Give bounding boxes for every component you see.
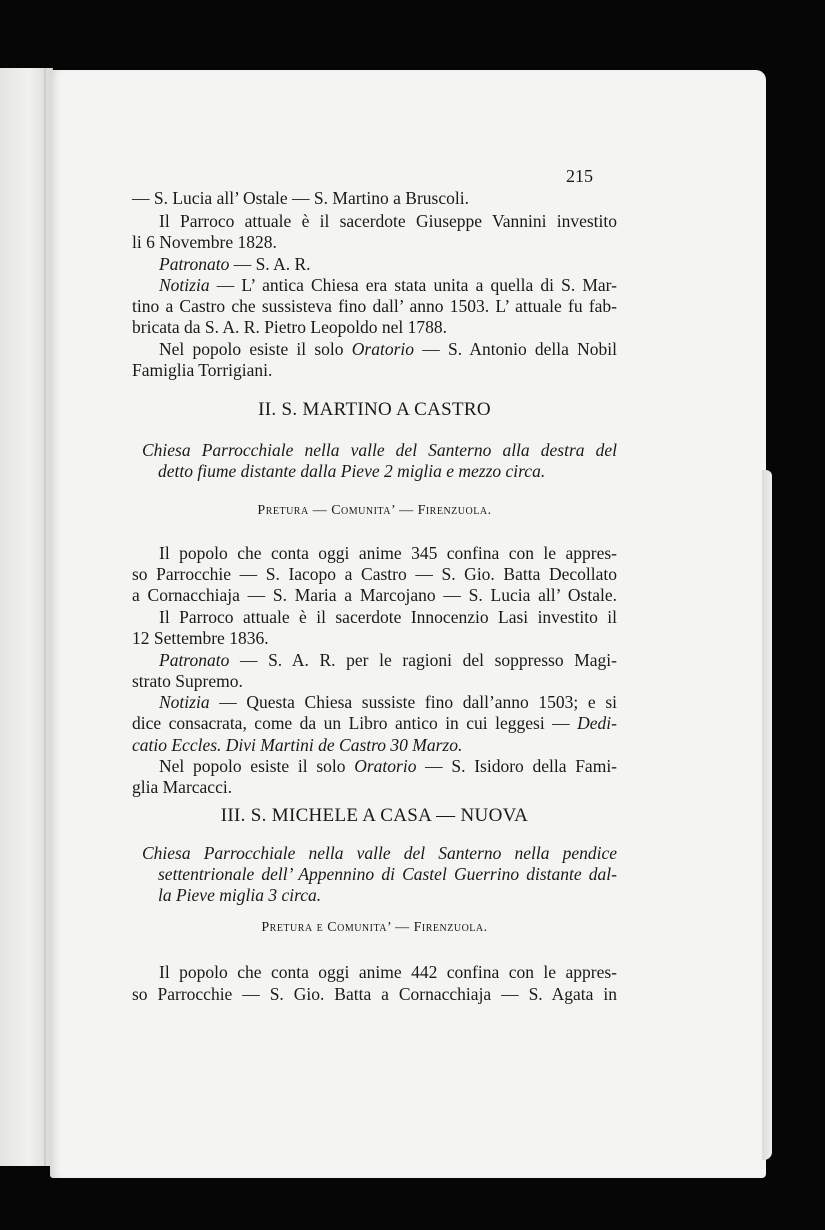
text-line: Il Parroco attuale è il sacerdote Innocenzio Lasi investito il [159,607,617,627]
description-line: la Pieve miglia 3 circa. [158,885,322,905]
jurisdiction-line: Pretura e Comunita’ — Firenzuola. [261,920,488,935]
text-line: so Parrocchie — S. Gio. Batta a Cornacchiaja — S. Agata in [132,984,617,1004]
text-fragment: — S. A. R. per le ragioni del soppresso Magi- [229,650,617,670]
text-line: Il popolo che conta oggi anime 345 confina con le appres- [159,543,617,563]
page-number: 215 [566,166,593,186]
text-line: strato Supremo. [132,671,243,691]
page-right-edge [762,470,772,1160]
section-heading: II. S. MARTINO A CASTRO [258,399,491,420]
label-notizia: Notizia [159,692,210,712]
text-fragment: — S. Isidoro della Fami- [416,756,618,776]
text-patronato-value: — S. A. R. [229,254,311,274]
label-oratorio: Oratorio [354,756,417,776]
text-line [159,339,617,360]
text-fragment: — Questa Chiesa sussiste fino dall’anno 1503; e si [209,692,617,712]
text-line: glia Marcacci. [132,777,233,797]
left-page-edge [0,68,53,1166]
left-page-fold [44,68,46,1166]
description-line: Chiesa Parrocchiale nella valle del Santerno nella pendice [142,843,617,863]
text-line: so Parrocchie — S. Iacopo a Castro — S. Gio. Batta Decollato [132,564,617,584]
jurisdiction-line: Pretura — Comunita’ — Firenzuola. [257,503,492,518]
text-line [159,692,617,713]
text-line: a Cornacchiaja — S. Maria a Marcojano — S. Lucia all’ Ostale. [132,585,617,605]
text-line [132,713,617,734]
description-line: Chiesa Parrocchiale nella valle del Santerno alla destra del [142,440,617,460]
text-fragment: Nel popolo esiste il solo [159,756,355,776]
description-line: detto fiume distante dalla Pieve 2 miglia e mezzo circa. [158,461,546,481]
text-line [159,650,617,671]
text-line [159,275,617,296]
text-line: tino a Castro che sussisteva fino dall’ anno 1503. L’ attuale fu fab- [132,296,617,316]
text-fragment: dice consacrata, come da un Libro antico in cui leggesi — [132,713,578,733]
text-fragment: Nel popolo esiste il solo [159,339,352,359]
text-line: — S. Lucia all’ Ostale — S. Martino a Bruscoli. [132,188,469,208]
label-patronato: Patronato [159,254,230,274]
label-notizia: Notizia [159,275,210,295]
label-patronato: Patronato [159,650,230,670]
section-heading: III. S. MICHELE A CASA — NUOVA [220,805,529,826]
text-fragment: — S. Antonio della Nobil [414,339,618,359]
label-oratorio: Oratorio [351,339,415,359]
text-line: li 6 Novembre 1828. [132,232,277,252]
text-line: Il popolo che conta oggi anime 442 confina con le appres- [159,962,617,982]
text-quote: Dedi- [577,713,617,733]
text-line: 12 Settembre 1836. [132,628,269,648]
text-line [159,756,617,777]
text-line: Il Parroco attuale è il sacerdote Giuseppe Vannini investito [159,211,617,231]
text-notizia-value: — L’ antica Chiesa era stata unita a quella di S. Mar- [209,275,617,295]
text-line: Famiglia Torrigiani. [132,360,273,380]
text-line: catio Eccles. Divi Martini de Castro 30 Marzo. [132,735,463,755]
description-line: settentrionale dell’ Appennino di Castel Guerrino distante dal- [158,864,617,884]
text-line [159,254,311,275]
text-line: bricata da S. A. R. Pietro Leopoldo nel 1788. [132,317,447,337]
